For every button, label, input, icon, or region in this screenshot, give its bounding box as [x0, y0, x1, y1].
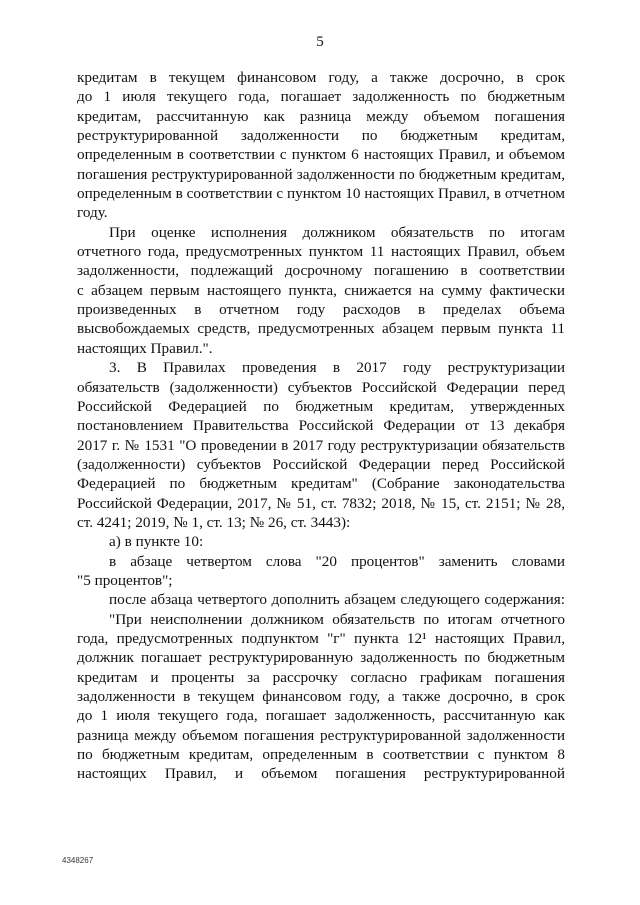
text-line: задолженности, подлежащий досрочному погашению в соответствии	[77, 262, 565, 280]
text-line: произведенных в отчетном году расходов в пределах объема	[77, 301, 565, 319]
text-line: При оценке исполнения должником обязательств по итогам	[109, 223, 565, 241]
text-line: ст. 4241; 2019, № 1, ст. 13; № 26, ст. 3443):	[77, 513, 351, 531]
text-line: 2017 г. № 1531 "О проведении в 2017 году реструктуризации обязательств	[77, 436, 565, 454]
text-line: должник погашает реструктурированную задолженность по бюджетным	[77, 649, 565, 667]
text-line: погашения реструктурированной задолженности по бюджетным кредитам,	[77, 165, 565, 183]
text-line: с абзацем первым настоящего пункта, снижается на сумму фактически	[77, 281, 565, 299]
text-line: по бюджетным кредитам, определенным в соответствии с пунктом 8	[77, 746, 565, 764]
text-line: "5 процентов";	[77, 571, 173, 589]
text-line: разница между объемом погашения реструктурированной задолженности	[77, 726, 565, 744]
text-line: кредитам, рассчитанную как разница между объемом погашения	[77, 107, 565, 125]
text-line: после абзаца четвертого дополнить абзацем следующего содержания:	[109, 591, 565, 609]
text-line: "При неисполнении должником обязательств по итогам отчетного	[109, 610, 565, 628]
page-number: 5	[316, 34, 324, 50]
text-line: высвобождаемых средств, предусмотренных абзацем первым пункта 11	[77, 320, 565, 338]
text-line: году.	[77, 204, 108, 222]
text-line: (задолженности) субъектов Российской Федерации перед Российской	[77, 455, 565, 473]
text-line: задолженности в текущем финансовом году, а также досрочно, в срок	[77, 688, 565, 705]
text-line: отчетного года, предусмотренных пунктом 11 настоящих Правил, объем	[77, 243, 565, 261]
text-line: в абзаце четвертом слова "20 процентов" заменить словами	[109, 552, 565, 570]
text-line: а) в пункте 10:	[109, 533, 204, 551]
text-line: определенным в соответствии с пунктом 10 настоящих Правил, в отчетном	[77, 185, 565, 203]
text-line: кредитам и проценты за рассрочку согласно графикам погашения	[77, 668, 565, 686]
text-line: обязательств (задолженности) субъектов Российской Федерации перед	[77, 378, 565, 396]
text-line: года, предусмотренных подпунктом "г" пункта 12¹ настоящих Правил,	[77, 629, 565, 647]
text-line: настоящих Правил.".	[77, 339, 213, 357]
text-line: до 1 июля текущего года, погашает задолженность по бюджетным	[77, 88, 565, 106]
text-line: Российской Федерацией по бюджетным кредитам, утвержденных	[77, 397, 565, 415]
document-code: 4348267	[62, 856, 94, 865]
text-line: кредитам в текущем финансовом году, а также досрочно, в срок	[77, 69, 565, 86]
text-line: реструктурированной задолженности по бюджетным кредитам,	[77, 127, 565, 145]
text-line: определенным в соответствии с пунктом 6 настоящих Правил, и объемом	[77, 146, 565, 164]
text-line: Российской Федерации, 2017, № 51, ст. 7832; 2018, № 15, ст. 2151; № 28,	[77, 494, 565, 512]
text-line: Федерацией по бюджетным кредитам" (Собрание законодательства	[77, 475, 565, 493]
document-body	[77, 68, 565, 784]
text-line: 3. В Правилах проведения в 2017 году реструктуризации	[109, 359, 565, 377]
text-line: настоящих Правил, и объемом погашения реструктурированной	[77, 765, 565, 783]
text-line: до 1 июля текущего года, погашает задолженность, рассчитанную как	[77, 707, 565, 725]
text-line: постановлением Правительства Российской Федерации от 13 декабря	[77, 417, 565, 435]
